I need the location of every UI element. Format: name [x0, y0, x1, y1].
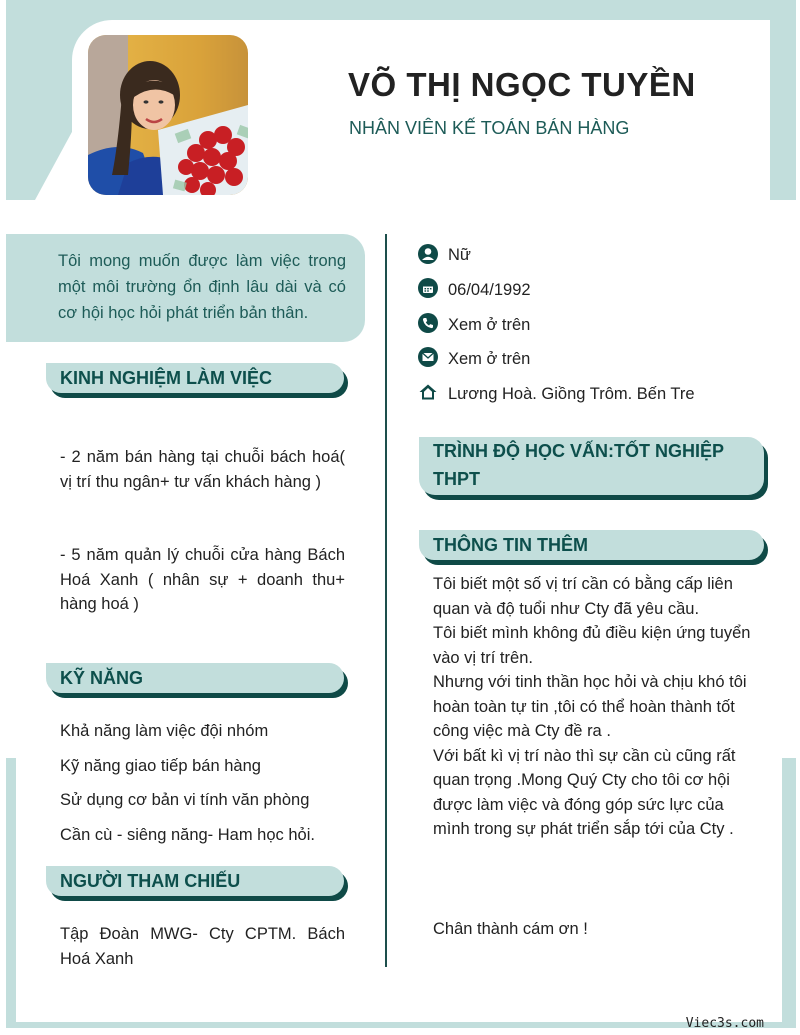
- mail-icon: [418, 347, 438, 372]
- skill-item: Kỹ năng giao tiếp bán hàng: [60, 757, 261, 775]
- calendar-icon: [418, 278, 438, 303]
- experience-item: - 5 năm quản lý chuỗi cửa hàng Bách Hoá Xanh ( nhân sự + doanh thu+ hàng hoá ): [60, 546, 345, 613]
- additional-paragraph: Tôi biết một số vị trí cần có bằng cấp liên quan và độ tuổi như Cty đã yêu cầu.: [433, 575, 733, 618]
- home-icon: [418, 382, 438, 407]
- skill-item: Khả năng làm việc đội nhóm: [60, 722, 269, 740]
- email-value: Xem ở trên: [448, 350, 531, 368]
- section-header-additional: [419, 530, 764, 560]
- profile-photo: [88, 35, 248, 195]
- watermark: Viec3s.com: [685, 1016, 764, 1031]
- additional-heading: THÔNG TIN THÊM: [433, 535, 588, 555]
- address-value: Lương Hoà. Giồng Trôm. Bến Tre: [448, 385, 695, 403]
- column-divider: [385, 234, 387, 967]
- job-title: NHÂN VIÊN KẾ TOÁN BÁN HÀNG: [349, 118, 630, 138]
- candidate-name: VÕ THỊ NGỌC TUYỀN: [348, 66, 696, 103]
- section-header-experience: [46, 363, 344, 393]
- section-header-education: [419, 437, 764, 495]
- education-heading: TRÌNH ĐỘ HỌC VẤN:TỐT NGHIỆP THPT: [433, 441, 724, 489]
- header-fold-decoration: [35, 130, 73, 200]
- skill-item: Sử dụng cơ bản vi tính văn phòng: [60, 791, 310, 809]
- phone-icon: [418, 313, 438, 338]
- closing-text: Chân thành cám ơn !: [433, 920, 588, 938]
- phone-value: Xem ở trên: [448, 316, 531, 334]
- section-header-references: [46, 866, 344, 896]
- references-text: Tập Đoàn MWG- Cty CPTM. Bách Hoá Xanh: [60, 925, 345, 968]
- additional-info: [433, 572, 751, 842]
- user-icon: [418, 244, 438, 269]
- gender-value: Nữ: [448, 246, 471, 264]
- additional-paragraph: Nhưng với tinh thần học hỏi và chịu khó tôi hoàn toàn tự tin ,tôi có thể hoàn thành tốt công việc mà Cty đề ra .: [433, 673, 747, 740]
- skill-item: Cần cù - siêng năng- Ham học hỏi.: [60, 826, 315, 844]
- references-heading: NGƯỜI THAM CHIẾU: [60, 871, 241, 891]
- experience-heading: KINH NGHIỆM LÀM VIỆC: [60, 368, 273, 388]
- skills-heading: KỸ NĂNG: [60, 668, 144, 688]
- additional-paragraph: Với bất kì vị trí nào thì sự cần cù cũng rất quan trọng .Mong Quý Cty cho tôi cơ hội được làm việc và đóng góp sức lực của mình trong sự phát triển sắp tới của Cty .: [433, 746, 736, 838]
- career-objective: Tôi mong muốn được làm việc trong một môi trường ổn định lâu dài và có cơ hội học hỏi phát triển bản thân.: [58, 252, 346, 322]
- additional-paragraph: Tôi biết mình không đủ điều kiện ứng tuyển vào vị trí trên.: [433, 624, 751, 667]
- dob-value: 06/04/1992: [448, 281, 531, 299]
- experience-item: - 2 năm bán hàng tại chuỗi bách hoá( vị trí thu ngân+ tư vấn khách hàng ): [60, 448, 345, 491]
- section-header-skills: [46, 663, 344, 693]
